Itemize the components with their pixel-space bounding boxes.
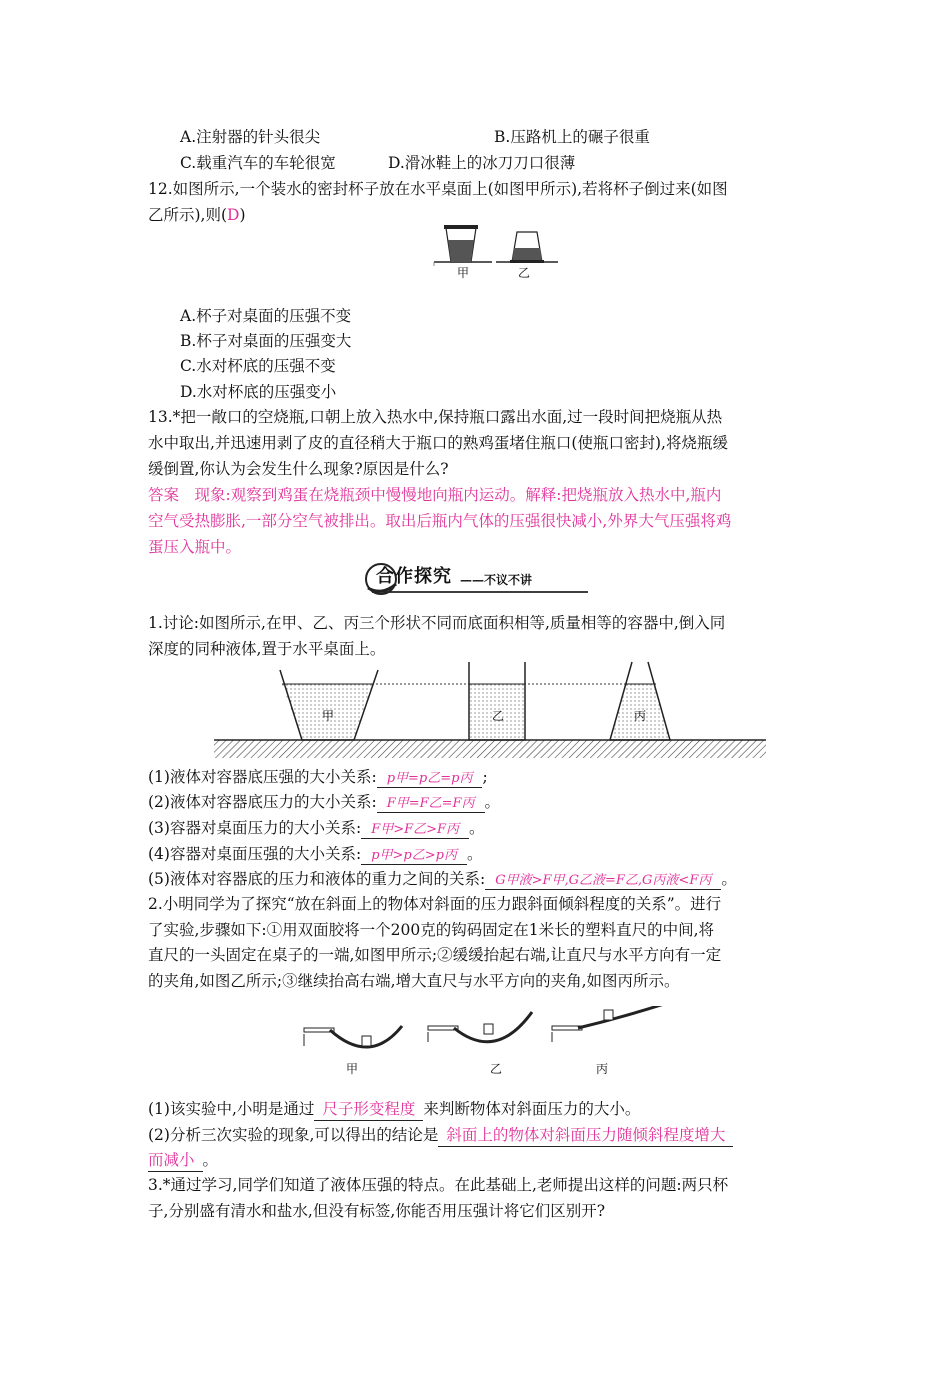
q11-option-a: A.注射器的针头很尖 [180, 128, 321, 146]
p1-line1: 1.讨论:如图所示,在甲、乙、丙三个形状不同而底面积相等,质量相等的容器中,倒入同 [148, 614, 726, 632]
p1-line2: 深度的同种液体,置于水平桌面上。 [148, 640, 386, 658]
q12-stem-line2 [148, 204, 246, 226]
p1-fig-label-c: 丙 [634, 709, 647, 723]
p1-q2-text: (2)液体对容器底压力的大小关系: [148, 793, 377, 811]
section-banner-title: 合作探究 [376, 566, 452, 587]
q13-answer-line2: 空气受热膨胀,一部分空气被排出。取出后瓶内气体的压强很快减小,外界大气压强将鸡 [148, 512, 732, 530]
q12-fig-label-b: 乙 [518, 266, 531, 280]
p1-q2 [148, 791, 500, 813]
p1-q4 [148, 843, 482, 865]
q13-line2: 水中取出,并迅速用剥了皮的直径稍大于瓶口的熟鸡蛋堵住瓶口(使瓶口密封),将烧瓶缓 [148, 434, 728, 452]
p1-q5-text: (5)液体对容器底的压力和液体的重力之间的关系: [148, 870, 486, 888]
p1-q2-answer: F甲=F乙=F丙 [377, 796, 485, 813]
p2-q2-answer-a: 斜面上的物体对斜面压力随倾斜程度增大 [438, 1124, 733, 1147]
q13-line1: 13.*把一敞口的空烧瓶,口朝上放入热水中,保持瓶口露出水面,过一段时间把烧瓶从热 [148, 408, 723, 426]
q12-fig-label-a: 甲 [457, 266, 470, 280]
p2-line2: 了实验,步骤如下:①用双面胶将一个200克的钩码固定在1米长的塑料直尺的中间,将 [148, 921, 715, 939]
p2-fig-label-b: 乙 [490, 1062, 503, 1076]
section-banner-subtitle: ——不议不讲 [460, 573, 533, 587]
q12-option-d: D.水对杯底的压强变小 [180, 383, 337, 401]
p2-line4: 的夹角,如图乙所示;③继续抬高右端,增大直尺与水平方向的夹角,如图丙所示。 [148, 972, 680, 990]
q12-stem-close: ) [239, 206, 246, 224]
p2-q1-end: 来判断物体对斜面压力的大小。 [423, 1100, 641, 1118]
q12-option-b: B.杯子对桌面的压强变大 [180, 332, 352, 350]
p2-q2-cont [148, 1149, 218, 1172]
p2-line1: 2.小明同学为了探究“放在斜面上的物体对斜面的压力跟斜面倾斜程度的关系”。进行 [148, 895, 722, 913]
p2-q2-text: (2)分析三次实验的现象,可以得出的结论是 [148, 1126, 439, 1144]
p1-q4-end: 。 [466, 845, 483, 863]
p1-fig-label-a: 甲 [322, 709, 335, 723]
p1-q3-answer: F甲>F乙>F丙 [361, 822, 469, 839]
p1-fig-label-b: 乙 [492, 709, 505, 723]
q12-option-c: C.水对杯底的压强不变 [180, 357, 336, 375]
q13-answer-line3: 蛋压入瓶中。 [148, 538, 242, 556]
q11-option-b: B.压路机上的碾子很重 [494, 128, 650, 146]
q13-answer-line1: 答案 现象:观察到鸡蛋在烧瓶颈中慢慢地向瓶内运动。解释:把烧瓶放入热水中,瓶内 [148, 486, 722, 504]
p1-q1-answer: p甲=p乙=p丙 [377, 771, 483, 788]
p2-q2 [148, 1124, 733, 1147]
q12-stem-text: 乙所示),则( [148, 206, 228, 224]
p1-q1-text: (1)液体对容器底压强的大小关系: [148, 768, 377, 786]
q12-cup-figure [430, 222, 560, 280]
p1-q3 [148, 817, 485, 839]
q11-option-d: D.滑冰鞋上的冰刀刀口很薄 [388, 154, 576, 172]
q11-option-c: C.载重汽车的车轮很宽 [180, 154, 336, 172]
p2-q1-text: (1)该实验中,小明是通过 [148, 1100, 315, 1118]
p3-line2: 子,分别盛有清水和盐水,但没有标签,你能否用压强计将它们区别开? [148, 1202, 606, 1220]
p1-containers-figure [214, 660, 766, 762]
p3-line1: 3.*通过学习,同学们知道了液体压强的特点。在此基础上,老师提出这样的问题:两只杯 [148, 1176, 729, 1194]
p1-q5 [148, 868, 737, 890]
p2-q2-end: 。 [202, 1151, 219, 1169]
p1-q5-answer: G甲液>F甲,G乙液=F乙,G丙液<F丙 [485, 873, 721, 890]
p1-q1-end: ; [482, 768, 488, 786]
q12-option-a: A.杯子对桌面的压强不变 [180, 307, 352, 325]
p2-line3: 直尺的一头固定在桌子的一端,如图甲所示;②缓缓抬起右端,让直尺与水平方向有一定 [148, 946, 722, 964]
p1-q3-end: 。 [469, 819, 485, 837]
p1-q1 [148, 766, 488, 788]
p2-q1 [148, 1098, 640, 1121]
p1-q4-text: (4)容器对桌面压强的大小关系: [148, 845, 362, 863]
q12-answer: D [227, 206, 240, 224]
p1-q2-end: 。 [484, 793, 501, 811]
p1-q3-text: (3)容器对桌面压力的大小关系: [148, 819, 362, 837]
p2-fig-label-a: 甲 [346, 1062, 359, 1076]
p2-q2-answer-b: 而减小 [148, 1149, 203, 1172]
p2-q1-answer: 尺子形变程度 [314, 1098, 423, 1121]
p2-fig-label-c: 丙 [596, 1062, 609, 1076]
q12-stem-line1: 12.如图所示,一个装水的密封杯子放在水平桌面上(如图甲所示),若将杯子倒过来(如图 [148, 180, 728, 198]
p1-q5-end: 。 [721, 870, 737, 888]
p1-q4-answer: p甲>p乙>p丙 [361, 848, 467, 865]
q13-line3: 缓倒置,你认为会发生什么现象?原因是什么? [148, 460, 449, 478]
